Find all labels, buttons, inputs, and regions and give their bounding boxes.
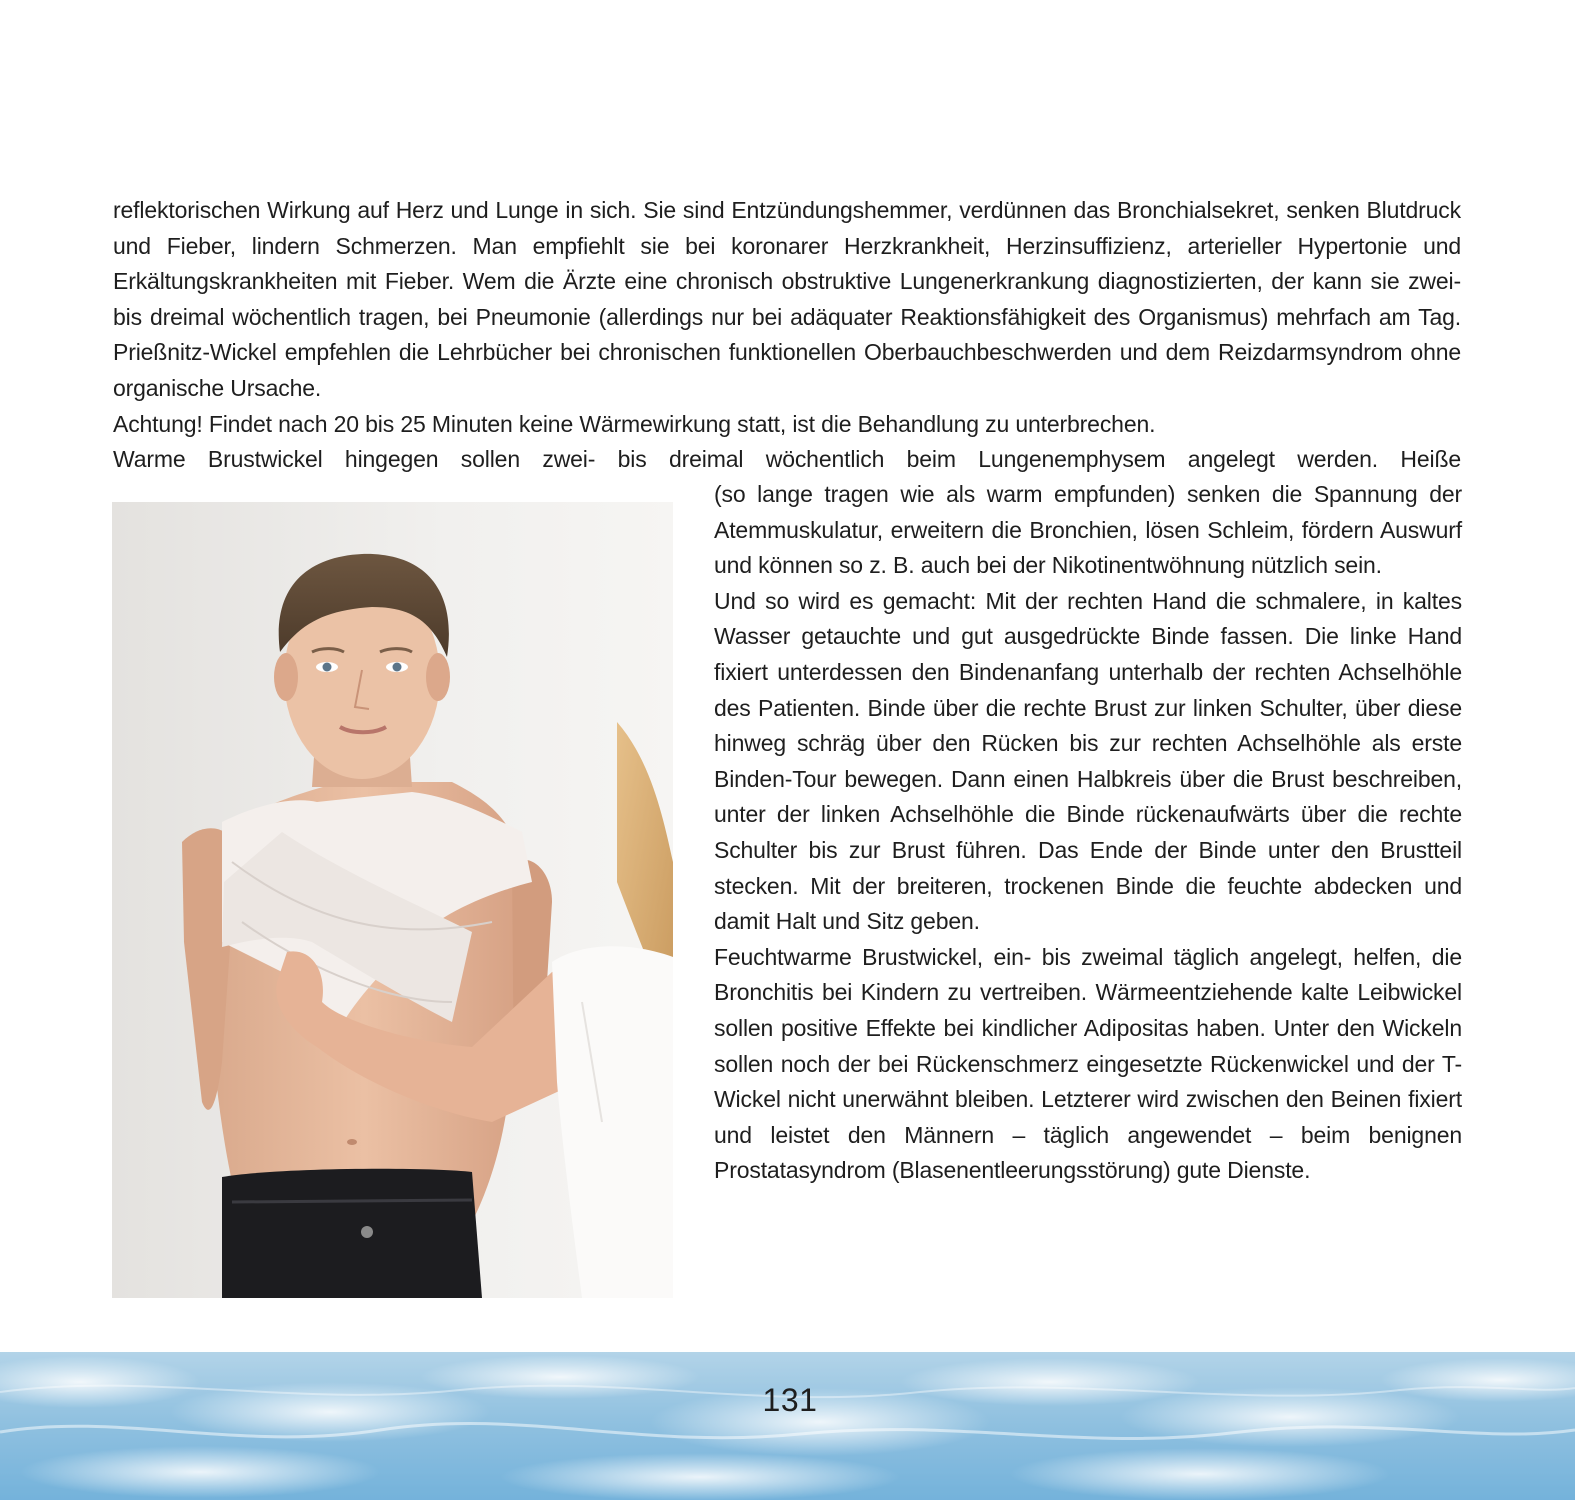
page-number: 131: [762, 1382, 818, 1418]
body-text-top: [113, 193, 1461, 478]
chest-wrap-photo: [112, 502, 673, 1298]
paragraph: Und so wird es gemacht: Mit der rechten Hand die schmalere, in kaltes Wasser getauchte und gut ausgedrückte Binde fassen. Die linke Hand fixiert unterdessen den Bindenanfang unterhalb der rechten Achselhöhle des Patienten. Binde über die rechte Brust zur linken Schulter, über diese hinweg schräg über den Rücken bis zur rechten Achselhöhle als erste Binden-Tour bewegen. Dann einen Halbkreis über die Brust beschreiben, unter der linken Achselhöhle die Binde rückenaufwärts über die rechte Schulter bis zur Brust führen. Das Ende der Binde unter den Brustteil stecken. Mit der breiteren, trockenen Binde die feuchte abdecken und damit Halt und Sitz geben.: [714, 587, 1462, 935]
body-text-right: [714, 477, 1462, 1189]
paragraph: (so lange tragen wie als warm empfunden) senken die Spannung der Atemmuskulatur, erweitern die Bronchien, lösen Schleim, fördern Auswurf und können so z. B. auch bei der Nikotinentwöhnung nützlich sein.: [714, 481, 1462, 579]
water-footer-band: [0, 1352, 1575, 1500]
paragraph: Feuchtwarme Brustwickel, ein- bis zweimal täglich angelegt, helfen, die Bronchitis bei Kindern zu vertreiben. Wärmeentziehende kalte Leibwickel sollen positive Effekte bei kindlicher Adipositas haben. Unter den Wickeln sollen noch der bei Rückenschmerz eingesetzte Rückenwickel und der T-Wickel nicht unerwähnt bleiben. Letzterer wird zwischen den Beinen fixiert und leistet den Männern – täglich angewendet – beim benignen Prostatasyndrom (Blasenentleerungsstörung) gute Dienste.: [714, 943, 1462, 1184]
paragraph: reflektorischen Wirkung auf Herz und Lunge in sich. Sie sind Entzündungshemmer, verdünnen das Bronchialsekret, senken Blutdruck und Fieber, lindern Schmerzen. Man empfiehlt sie bei koronarer Herzkrankheit, Herzinsuffizienz, arterieller Hypertonie und Erkältungskrankheiten mit Fieber. Wem die Ärzte eine chronisch obstruktive Lungenerkrankung diagnostizierten, der kann sie zwei- bis dreimal wöchentlich tragen, bei Pneumonie (allerdings nur bei adäquater Reaktionsfähigkeit des Organismus) mehrfach am Tag. Prießnitz-Wickel empfehlen die Lehrbücher bei chronischen funktionellen Oberbauchbeschwerden und dem Reizdarmsyndrom ohne organische Ursache.: [113, 197, 1461, 401]
paragraph: Warme Brustwickel hingegen sollen zwei- bis dreimal wöchentlich beim Lungenemphysem angelegt werden. Heiße: [113, 446, 1461, 473]
paragraph: Achtung! Findet nach 20 bis 25 Minuten keine Wärmewirkung statt, ist die Behandlung zu unterbrechen.: [113, 410, 1156, 437]
